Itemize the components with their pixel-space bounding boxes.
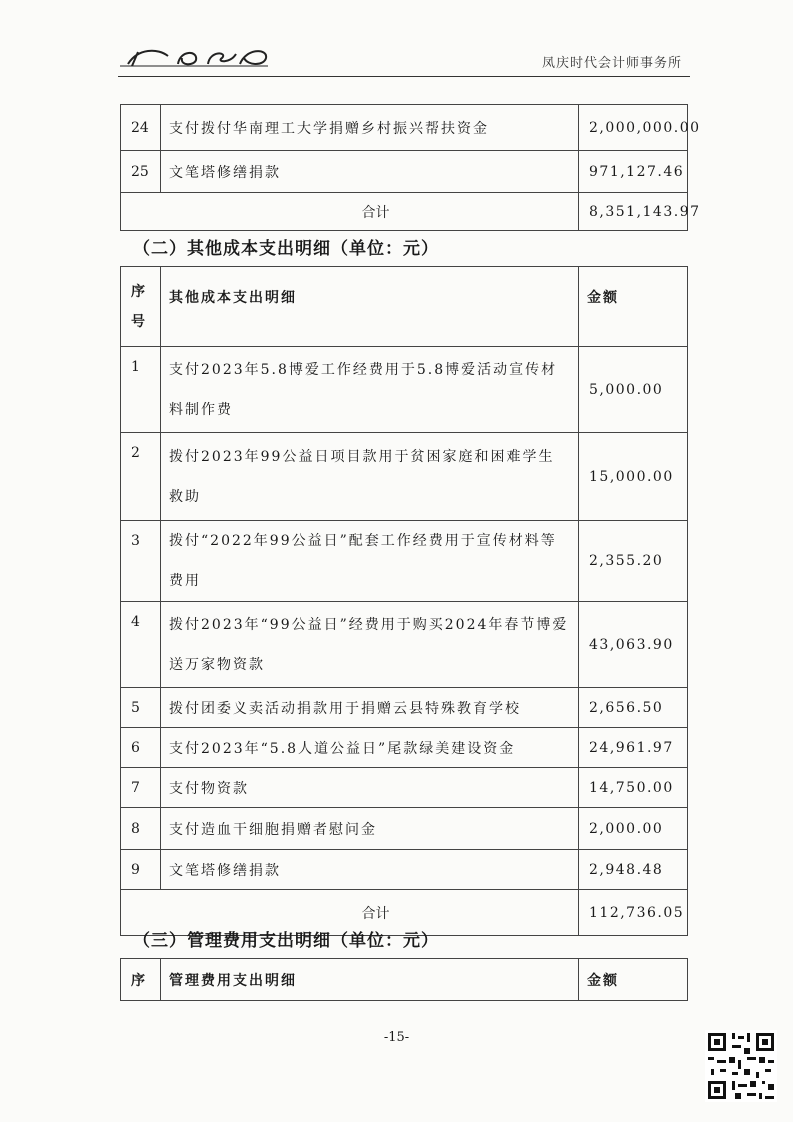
row-description: 拨付团委义卖活动捐款用于捐赠云县特殊教育学校: [161, 688, 579, 728]
page-number: -15-: [383, 1030, 410, 1045]
column-header-description: 管理费用支出明细: [161, 959, 579, 1001]
row-number: 7: [121, 768, 161, 808]
row-description: 拨付2023年99公益日项目款用于贫困家庭和困难学生救助: [161, 433, 579, 521]
row-description: 支付物资款: [161, 768, 579, 808]
row-amount: 2,948.48: [579, 850, 688, 890]
row-number: 9: [121, 850, 161, 890]
table-row: [121, 850, 688, 890]
table-row: [121, 808, 688, 850]
row-number: 3: [121, 521, 161, 602]
row-description: 文笔塔修缮捐款: [161, 151, 579, 193]
row-amount: 2,000,000.00: [579, 105, 688, 151]
column-header-number: 序: [121, 959, 161, 1001]
other-cost-table: [120, 266, 688, 936]
column-header-amount: 金额: [579, 959, 688, 1001]
table-row: [121, 602, 688, 688]
firm-name: 凤庆时代会计师事务所: [541, 56, 682, 71]
table-header-row: [121, 959, 688, 1001]
firm-logo: [118, 44, 278, 74]
row-description: 支付拨付华南理工大学捐赠乡村振兴帮扶资金: [161, 105, 579, 151]
page-header: [118, 44, 690, 78]
table-row: [121, 688, 688, 728]
row-number: 5: [121, 688, 161, 728]
row-amount: 14,750.00: [579, 768, 688, 808]
table-row: [121, 151, 688, 193]
row-amount: 2,656.50: [579, 688, 688, 728]
qr-code-icon: [705, 1030, 777, 1102]
row-amount: 5,000.00: [579, 347, 688, 433]
table-row: [121, 728, 688, 768]
section-title: （二）其他成本支出明细（单位：元）: [133, 239, 439, 259]
row-number: 25: [121, 151, 161, 193]
table-row: [121, 768, 688, 808]
row-number: 6: [121, 728, 161, 768]
row-description: 拨付2023年“99公益日”经费用于购买2024年春节博爱送万家物资款: [161, 602, 579, 688]
row-number: 4: [121, 602, 161, 688]
row-description: 拨付“2022年99公益日”配套工作经费用于宣传材料等费用: [161, 521, 579, 602]
total-label: 合计: [121, 193, 579, 231]
total-amount: 8,351,143.97: [579, 193, 688, 231]
total-amount: 112,736.05: [579, 890, 688, 936]
row-amount: 43,063.90: [579, 602, 688, 688]
table-header-row: [121, 267, 688, 347]
row-number: 1: [121, 347, 161, 433]
column-header-amount: 金额: [579, 267, 688, 347]
row-description: 支付2023年5.8博爱工作经费用于5.8博爱活动宣传材料制作费: [161, 347, 579, 433]
section-title: （三）管理费用支出明细（单位：元）: [133, 931, 439, 951]
row-amount: 15,000.00: [579, 433, 688, 521]
total-label: 合计: [121, 890, 579, 936]
row-description: 文笔塔修缮捐款: [161, 850, 579, 890]
row-amount: 2,355.20: [579, 521, 688, 602]
row-amount: 971,127.46: [579, 151, 688, 193]
row-amount: 2,000.00: [579, 808, 688, 850]
row-description: 支付2023年“5.8人道公益日”尾款绿美建设资金: [161, 728, 579, 768]
header-rule: [118, 76, 690, 77]
table-row: [121, 433, 688, 521]
row-number: 2: [121, 433, 161, 521]
table-row: [121, 347, 688, 433]
row-amount: 24,961.97: [579, 728, 688, 768]
row-description: 支付造血干细胞捐赠者慰问金: [161, 808, 579, 850]
table-row: [121, 521, 688, 602]
column-header-description: 其他成本支出明细: [161, 267, 579, 347]
column-header-number: 序号: [121, 267, 161, 347]
row-number: 8: [121, 808, 161, 850]
table-continuation: [120, 104, 701, 231]
total-row: [121, 193, 688, 231]
row-number: 24: [121, 105, 161, 151]
table-row: [121, 105, 688, 151]
management-cost-table: [120, 958, 688, 1001]
